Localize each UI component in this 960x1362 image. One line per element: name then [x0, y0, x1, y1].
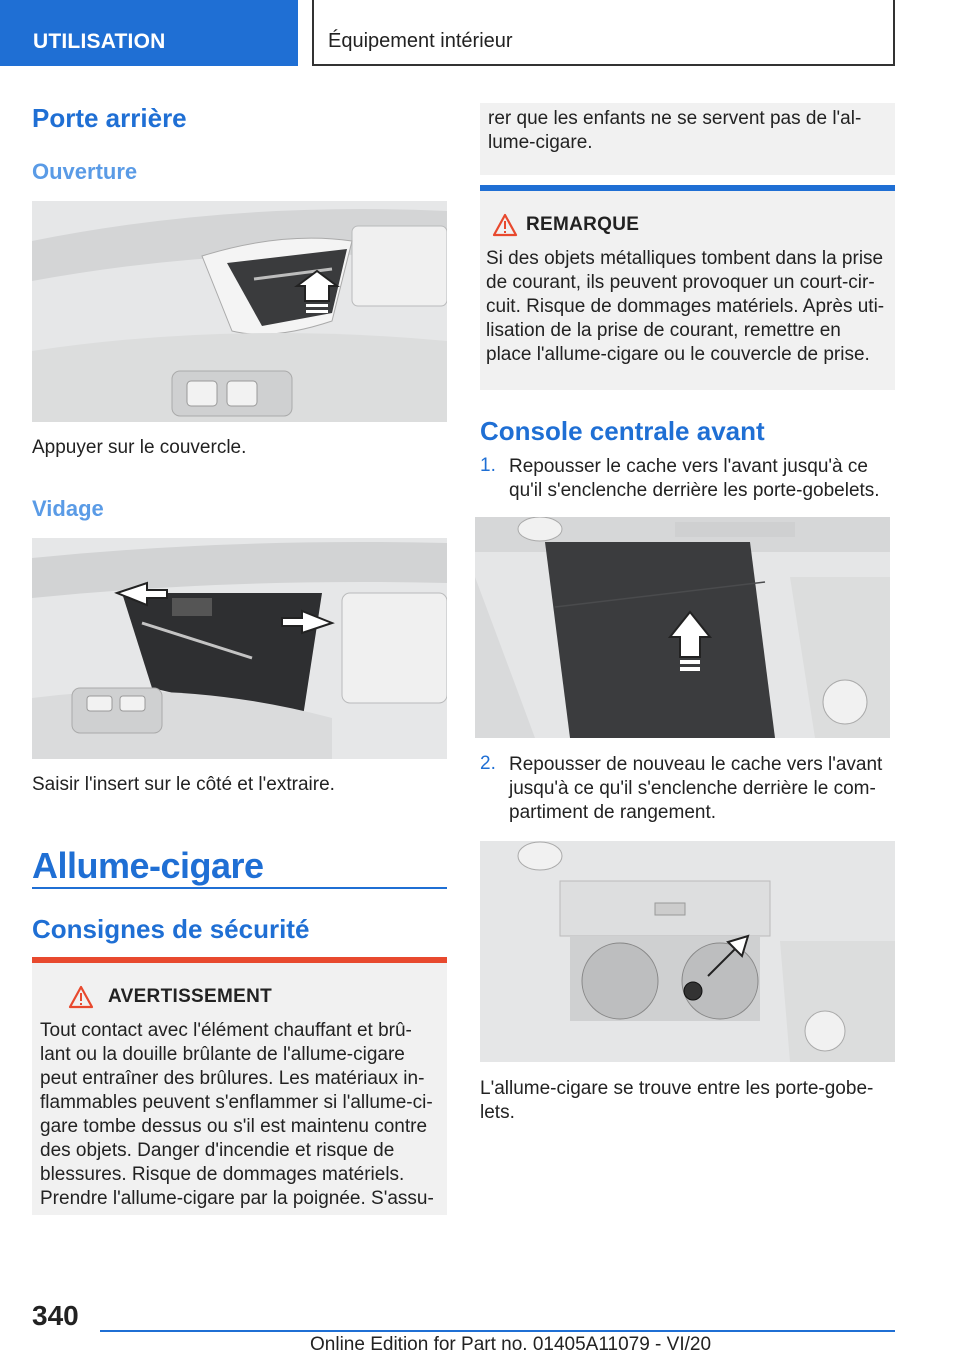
warning-title: AVERTISSEMENT	[108, 986, 273, 1007]
chapter-header	[312, 0, 895, 66]
heading-rule	[32, 887, 447, 889]
page-number: 340	[32, 1300, 79, 1331]
step-2-text: Repousser de nouveau le cache vers l'avant jusqu'à ce qu'il s'enclenche derrière le com- partiment de rangement.	[509, 754, 883, 823]
warning-triangle-icon	[68, 985, 94, 1009]
lighter-location-illustration	[480, 841, 895, 1062]
subheading-opening: Ouverture	[32, 159, 138, 184]
footer-rule	[100, 1330, 895, 1332]
heading-rear-door: Porte arrière	[32, 103, 187, 133]
note-box	[480, 185, 895, 390]
section-label: UTILISATION	[33, 30, 166, 53]
edition-text: Online Edition for Part no. 01405A11079 - VI/20	[310, 1334, 712, 1355]
ashtray-emptying-illustration	[32, 538, 447, 759]
note-text: Si des objets métalliques tombent dans la prise de courant, ils peuvent provoquer un court-cir- cuit. Risque de dommages matériels. Après uti- lisation de la prise de courant, remettre en place l'allume-cigare ou le couvercle de prise.	[486, 248, 885, 365]
step-2-number: 2.	[480, 753, 496, 774]
console-cover-illustration	[475, 517, 890, 738]
warning-text: Tout contact avec l'élément chauffant et brû- lant ou la douille brûlante de l'allume-cigare peut entraîner des brûlures. Les matériaux in- flammables peuvent s'enflammer si l'allume-ci- gare tombe dessus ou s'il est maintenu contre des objets. Danger d'incendie et risque de blessures. Risque de dommages matériels. Prendre l'allume-cigare par la poignée. S'assu-	[40, 1020, 434, 1209]
subheading-emptying: Vidage	[32, 496, 104, 521]
heading-safety: Consignes de sécurité	[32, 914, 310, 944]
ashtray-opening-illustration	[32, 201, 447, 422]
caption-lighter-location: L'allume-cigare se trouve entre les porte-gobe- lets.	[480, 1078, 874, 1123]
heading-console: Console centrale avant	[480, 416, 765, 446]
step-1-text: Repousser le cache vers l'avant jusqu'à ce qu'il s'enclenche derrière les porte-gobelets.	[509, 456, 880, 501]
warning-box-continued	[480, 103, 895, 175]
caption-opening: Appuyer sur le couvercle.	[32, 437, 247, 458]
warning-box	[32, 957, 447, 1215]
caption-emptying: Saisir l'insert sur le côté et l'extraire.	[32, 774, 335, 795]
step-1-number: 1.	[480, 455, 496, 476]
chapter-label: Équipement intérieur	[328, 30, 513, 52]
note-title: REMARQUE	[526, 214, 640, 235]
note-triangle-icon	[492, 213, 518, 237]
section-tab	[0, 0, 298, 66]
warning-text-continued: rer que les enfants ne se servent pas de l'al- lume-cigare.	[488, 108, 862, 153]
heading-lighter: Allume-cigare	[32, 845, 264, 886]
